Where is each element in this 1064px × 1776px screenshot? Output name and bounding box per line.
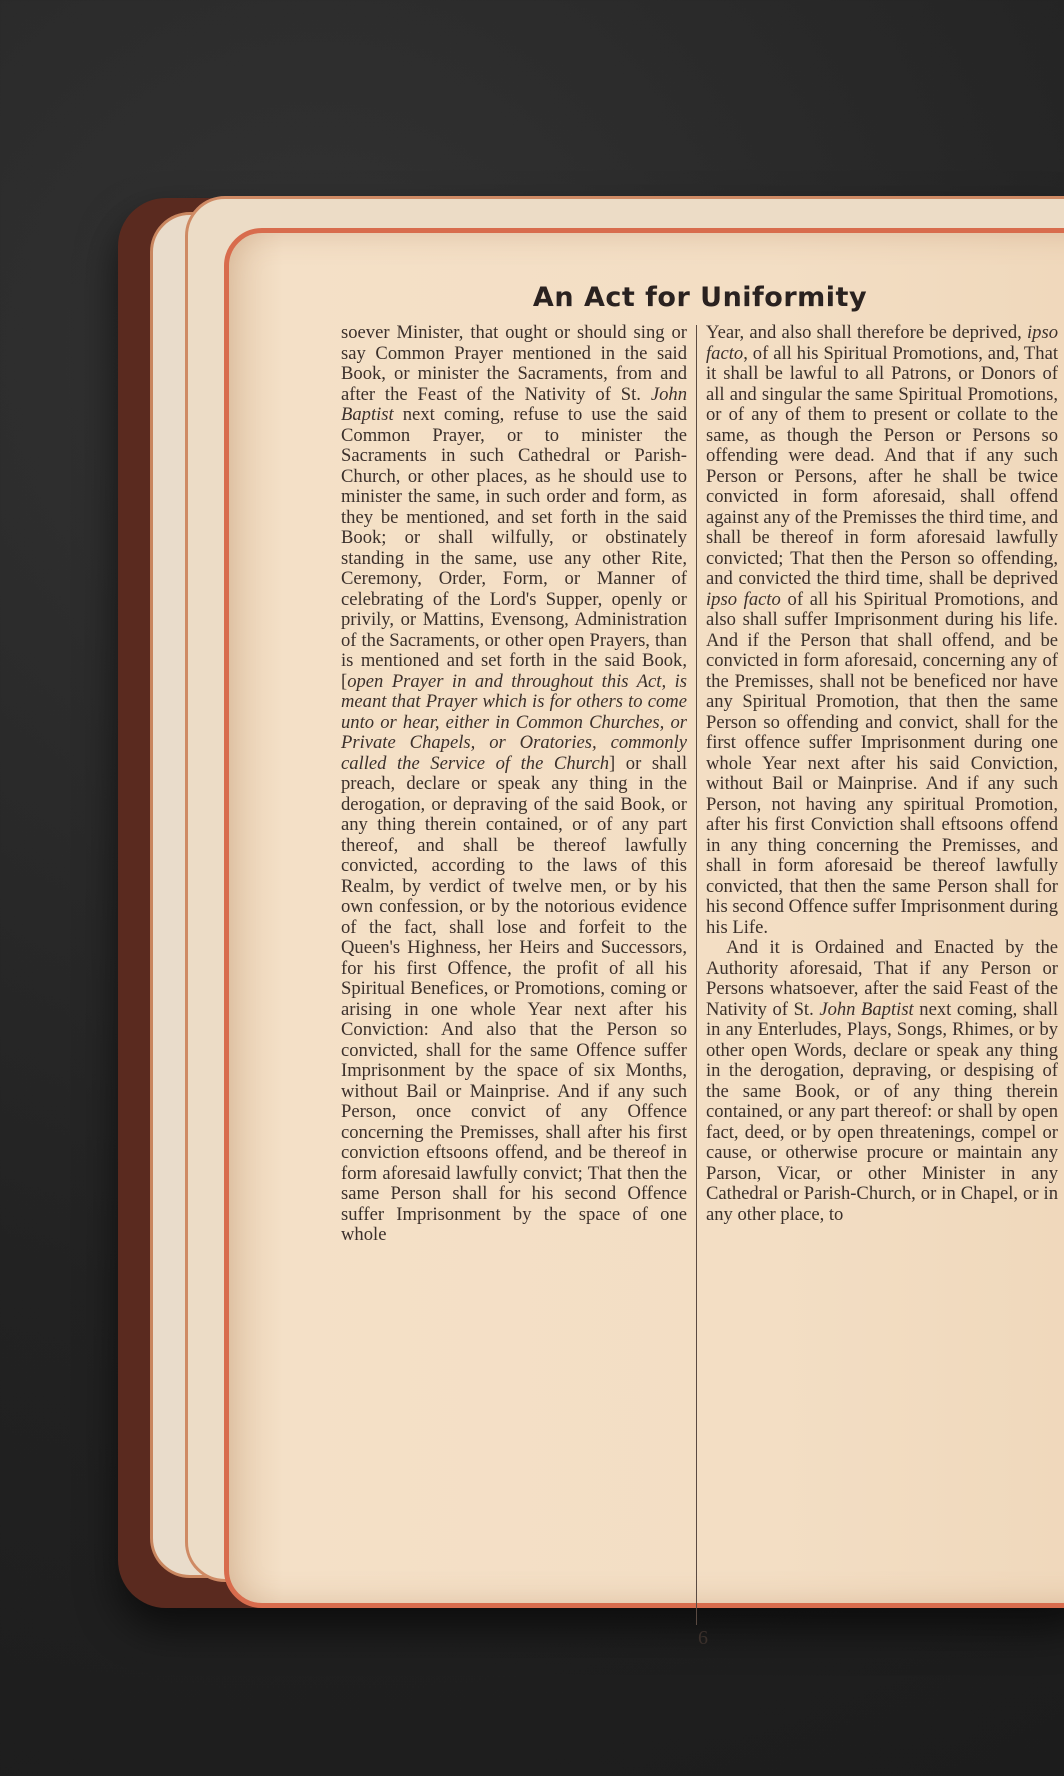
right-paragraph-2: And it is Ordained and Enacted by the Authority aforesaid, That if any Person or Persons whatsoever, after the said Feast of the Nativity of St. John Baptist next coming, shall in any Enterludes, Plays, Songs, Rhimes, or by other open Words, declare or speak any thing in the derogation, depraving, or despising of the same Book, or of any thing therein contained, or any part thereof: or shall by open fact, deed, or by open threatenings, compel or cause, or otherwise procure or maintain any Parson, Vicar, or other Minister in any Cathedral or Parish-Church, or in Chapel, or in any other place, to (706, 937, 1058, 1225)
left-paragraph: soever Minister, that ought or should sing or say Common Prayer mentioned in the said Book, or minister the Sacraments, from and after the Feast of the Nativity of St. John Baptist next coming, refuse to use the said Common Prayer, or to minister the Sacraments in such Cathedral or Parish-Church, or other places, as he should use to minister the same, in such order and form, as they be mentioned, and set forth in the said Book; or shall wilfully, or obstinately standing in the same, use any other Rite, Ceremony, Order, Form, or Manner of celebrating of the Lord's Supper, openly or privily, or Mattins, Evensong, Administration of the Sacraments, or other open Prayers, than is mentioned and set forth in the said Book, [open Prayer in and throughout this Act, is meant that Prayer which is for others to come unto or hear, either in Common Churches, or Private Chapels, or Oratories, commonly called the Service of the Church] or shall preach, declare or speak any thing in the derogation, or depraving of the said Book, or any thing therein contained, or of any part thereof, and shall be thereof lawfully convicted, according to the laws of this Realm, by verdict of twelve men, or by his own confession, or by the notorious evidence of the fact, shall lose and forfeit to the Queen's Highness, her Heirs and Successors, for his first Offence, the profit of all his Spiritual Benefices, or Promotions, coming or arising in one whole Year next after his Conviction: And also that the Person so convicted, shall for the same Offence suffer Imprisonment by the space of six Months, without Bail or Mainprise. And if any such Person, once convict of any Offence concerning the Premisses, shall after his first conviction eftsoons offend, and be thereof in form aforesaid lawfully convict; That then the same Person shall for his second Offence suffer Imprisonment by the space of one whole (341, 322, 687, 1245)
page-title: An Act for Uniformity (532, 282, 868, 313)
column-divider (696, 325, 697, 1625)
right-paragraph-1: Year, and also shall therefore be deprived, ipso facto, of all his Spiritual Promotions, and, That it shall be lawful to all Patrons, or Donors of all and singular the same Spiritual Promotions, or of any of them to present or collate to the same, as though the Person or Persons so offending were dead. And that if any such Person or Persons, after he shall be twice convicted in form aforesaid, shall offend against any of the Premisses the third time, and shall be thereof in form aforesaid lawfully convicted; That then the Person so offending, and convicted the third time, shall be deprived ipso facto of all his Spiritual Promotions, and also shall suffer Imprisonment during his life. And if the Person that shall offend, and be convicted in form aforesaid, concerning any of the Premisses, shall not be beneficed nor have any Spiritual Promotion, that then the same Person so offending and convict, shall for the first offence suffer Imprisonment during one whole Year next after his said Conviction, without Bail or Mainprise. And if any such Person, not having any spiritual Promotion, after his first Conviction shall eftsoons offend in any thing concerning the Premisses, and shall in form aforesaid be thereof lawfully convicted, that then the same Person shall for his second Offence suffer Imprisonment during his Life. (706, 322, 1058, 938)
right-column (706, 323, 1058, 1225)
left-column (341, 323, 687, 1246)
page-number: 6 (698, 1627, 708, 1649)
